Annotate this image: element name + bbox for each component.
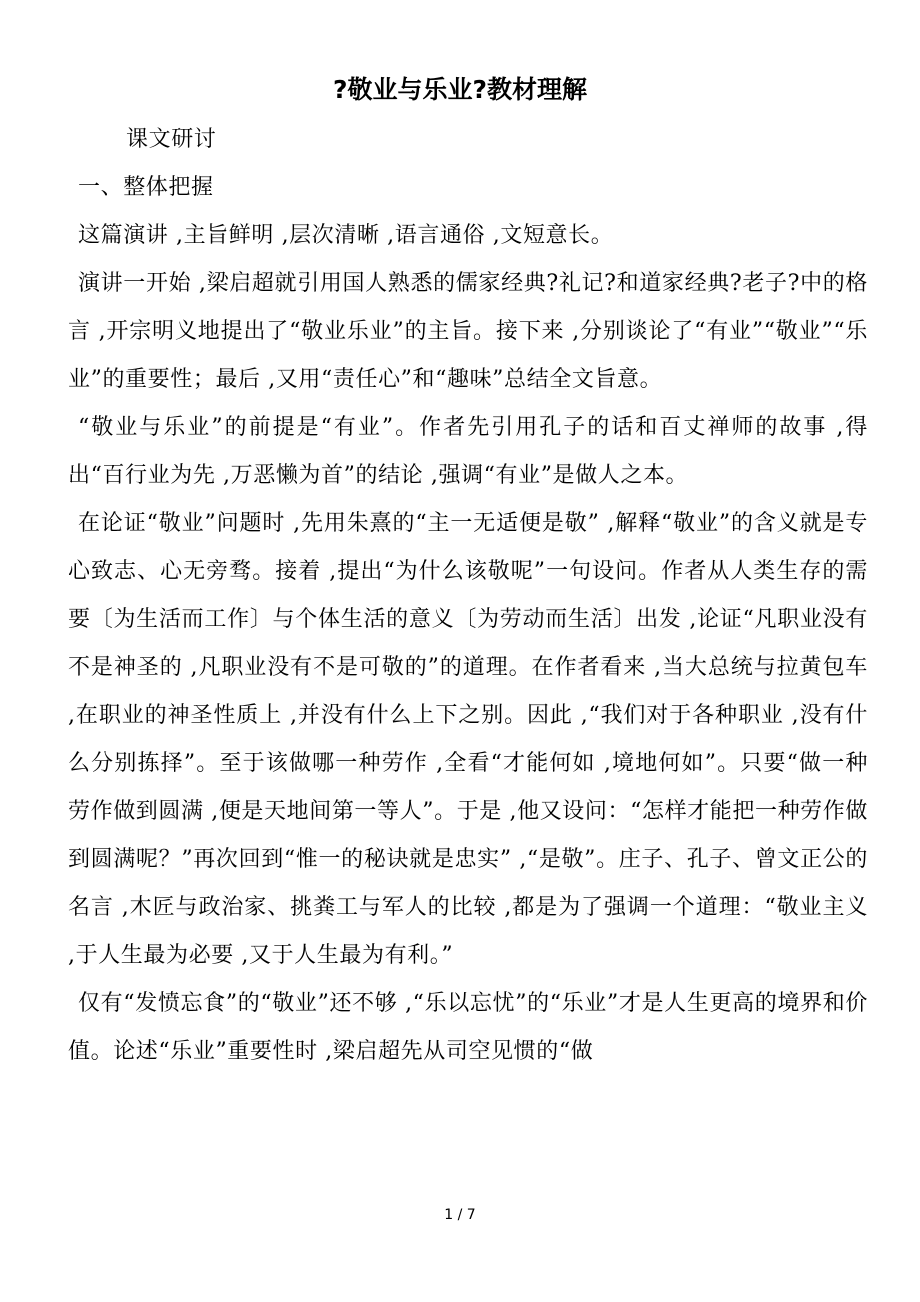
document-body	[68, 116, 868, 1076]
paragraph: 演讲一开始 ,梁启超就引用国人熟悉的儒家经典?礼记?和道家经典?老子?中的格言 ,开宗明义地提出了“敬业乐业”的主旨。接下来 ,分别谈论了“有业”“敬业”“乐业”的重要性；最后 ,又用“责任心”和“趣味”总结全文旨意。	[68, 271, 868, 392]
section-heading: 一、整体把握	[78, 175, 214, 200]
paragraph: 仅有“发愤忘食”的“敬业”还不够 ,“乐以忘忧”的“乐业”才是人生更高的境界和价值。论述“乐业”重要性时 ,梁启超先从司空见惯的“做	[68, 991, 868, 1064]
document-title: ?敬业与乐业?教材理解	[332, 75, 587, 104]
page-number: 1 / 7	[444, 1207, 476, 1223]
paragraph: 在论证“敬业”问题时 ,先用朱熹的“主一无适便是敬” ,解释“敬业”的含义就是专心致志、心无旁骛。接着 ,提出“为什么该敬呢”一句设问。作者从人类生存的需要〔为生活而工作〕与个体生活的意义〔为劳动而生活〕出发 ,论证“凡职业没有不是神圣的 ,凡职业没有不是可敬的”的道理。在作者看来 ,当大总统与拉黄包车 ,在职业的神圣性质上 ,并没有什么上下之别。因此 ,“我们对于各种职业 ,没有什么分别拣择”。至于该做哪一种劳作 ,全看“才能何如 ,境地何如”。只要“做一种劳作做到圆满 ,便是天地间第一等人”。于是 ,他又设问：“怎样才能把一种劳作做到圆满呢？”再次回到“惟一的秘诀就是忠实” ,“是敬”。庄子、孔子、曾文正公的名言 ,木匠与政治家、挑粪工与军人的比较 ,都是为了强调一个道理：“敬业主义 ,于人生最为必要 ,又于人生最为有利。”	[68, 511, 868, 968]
paragraph: 这篇演讲 ,主旨鲜明 ,层次清晰 ,语言通俗 ,文短意长。	[78, 223, 614, 248]
paragraph: “敬业与乐业”的前提是“有业”。作者先引用孔子的话和百丈禅师的故事 ,得出“百行业为先 ,万恶懒为首”的结论 ,强调“有业”是做人之本。	[68, 415, 868, 488]
subheading: 课文研讨	[126, 127, 217, 152]
